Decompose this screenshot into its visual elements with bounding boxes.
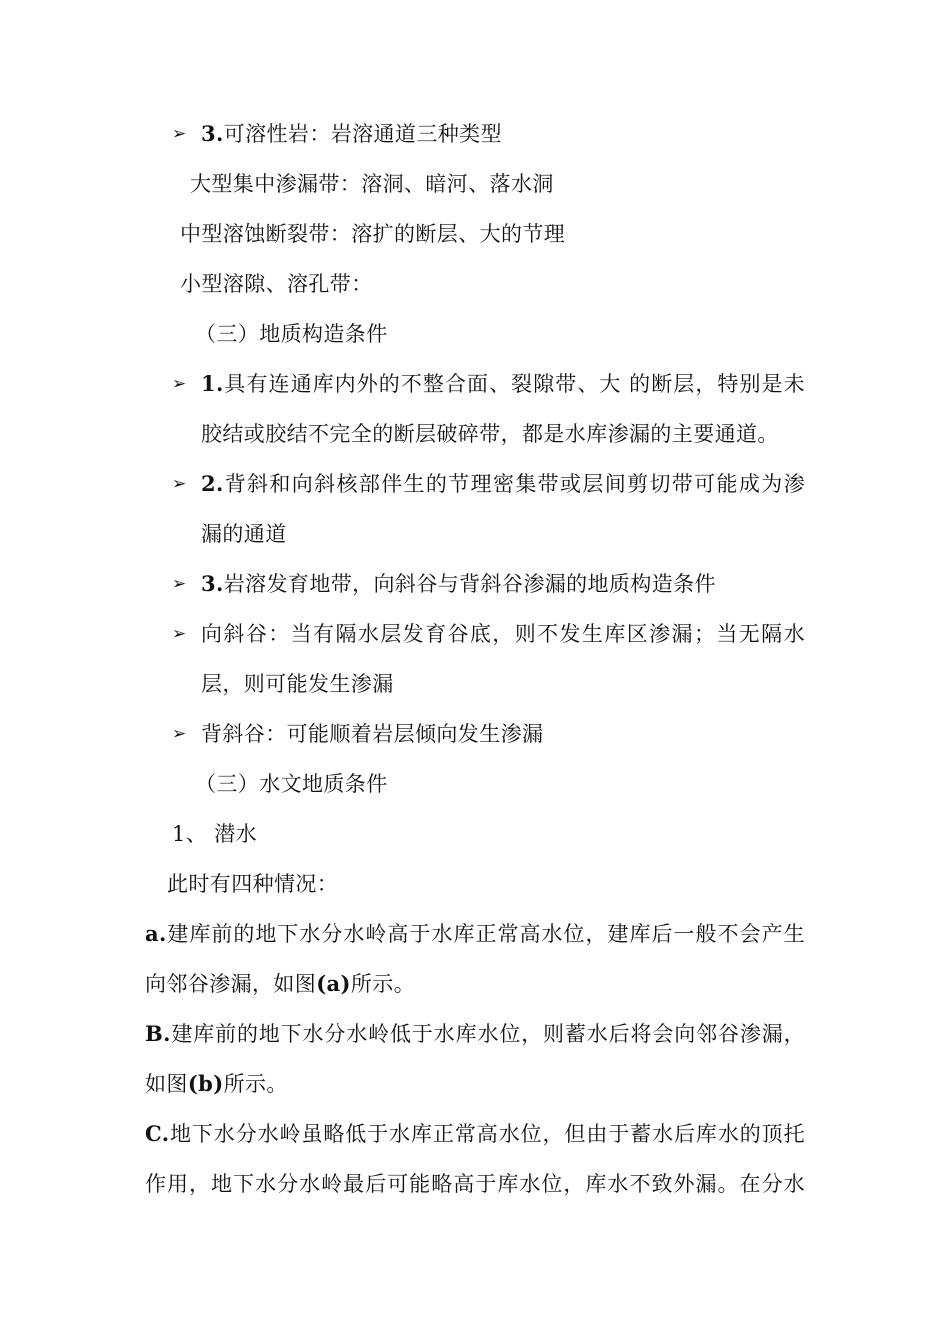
section-heading: （三）水文地质条件 xyxy=(195,772,388,796)
text-line: 1.具有连通库内外的不整合面、裂隙带、大 的断层，特别是未 xyxy=(201,371,805,396)
text-line: 1、 潜水 xyxy=(172,822,258,846)
text-line: 3.岩溶发育地带，向斜谷与背斜谷渗漏的地质构造条件 xyxy=(201,571,716,596)
bullet-arrow-icon: ➢ xyxy=(172,474,187,494)
bullet-arrow-icon: ➢ xyxy=(172,124,187,144)
text-line: 作用，地下水分水岭最后可能略高于库水位，库水不致外漏。在分水 xyxy=(145,1172,805,1196)
text-line: 向邻谷渗漏，如图(a)所示。 xyxy=(145,971,416,996)
bullet-arrow-icon: ➢ xyxy=(172,724,187,744)
text-line: 背斜谷：可能顺着岩层倾向发生渗漏 xyxy=(201,722,544,746)
bullet-arrow-icon: ➢ xyxy=(172,574,187,594)
text-line: 3.可溶性岩：岩溶通道三种类型 xyxy=(201,121,502,146)
text-line: a.建库前的地下水分水岭高于水库正常高水位，建库后一般不会产生 xyxy=(145,921,805,946)
bullet-arrow-icon: ➢ xyxy=(172,374,187,394)
text-line: 层，则可能发生渗漏 xyxy=(201,672,394,696)
text-line: 如图(b)所示。 xyxy=(145,1071,288,1096)
text-line: C.地下水分水岭虽略低于水库正常高水位，但由于蓄水后库水的顶托 xyxy=(145,1121,805,1146)
text-line: B.建库前的地下水分水岭低于水库水位，则蓄水后将会向邻谷渗漏， xyxy=(145,1021,805,1046)
section-heading: （三）地质构造条件 xyxy=(195,322,388,346)
text-line: 向斜谷：当有隔水层发育谷底，则不发生库区渗漏；当无隔水 xyxy=(201,622,805,646)
bullet-arrow-icon: ➢ xyxy=(172,624,187,644)
text-line: 2.背斜和向斜核部伴生的节理密集带或层间剪切带可能成为渗 xyxy=(201,471,805,496)
text-line: 此时有四种情况： xyxy=(167,872,339,896)
text-line: 中型溶蚀断裂带：溶扩的断层、大的节理 xyxy=(180,222,566,246)
text-line: 大型集中渗漏带：溶洞、暗河、落水洞 xyxy=(190,172,554,196)
text-line: 漏的通道 xyxy=(201,522,287,546)
text-line: 胶结或胶结不完全的断层破碎带，都是水库渗漏的主要通道。 xyxy=(201,422,779,446)
text-line: 小型溶隙、溶孔带： xyxy=(180,272,373,296)
